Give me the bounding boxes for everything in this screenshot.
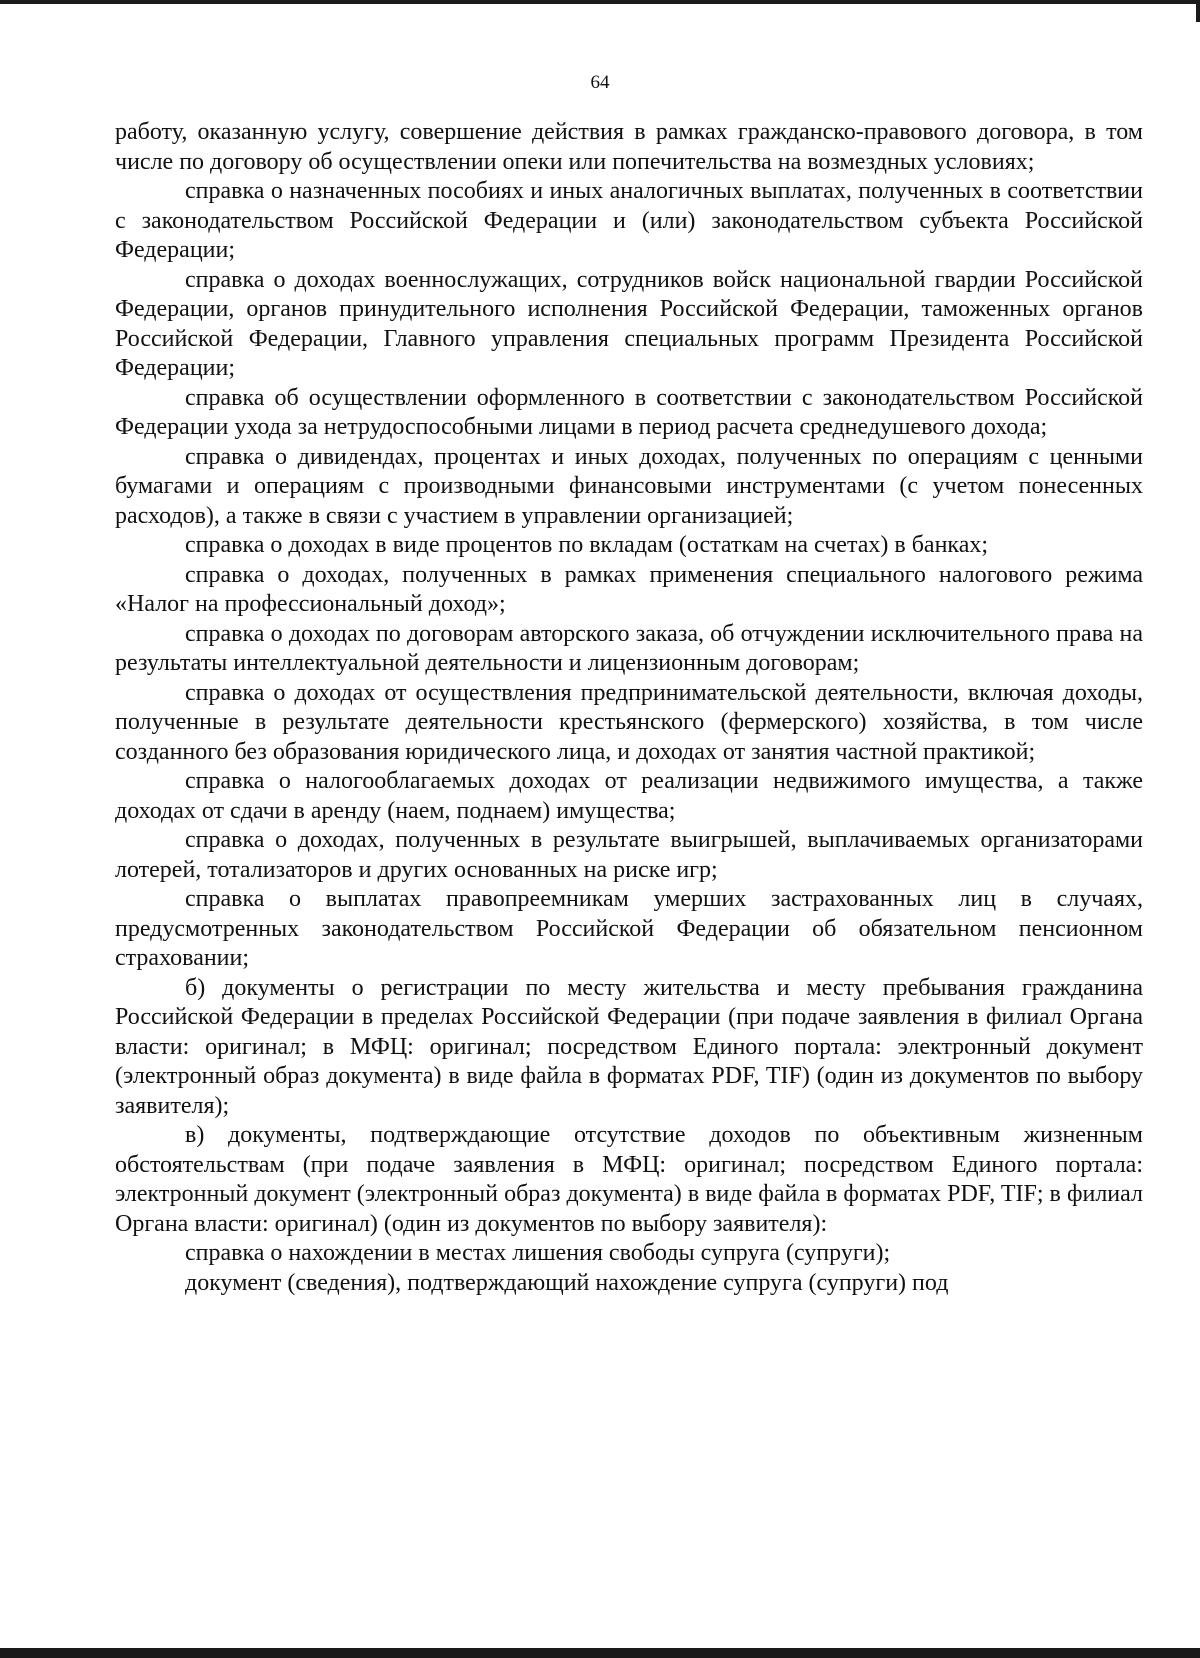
paragraph-continuation: работу, оказанную услугу, совершение действия в рамках гражданско-правового договора, в том числе по договору об осуществлении опеки или попечительства на возмездных условиях; [115, 119, 1143, 175]
scan-edge-right [1196, 0, 1200, 22]
paragraph: справка о нахождении в местах лишения свободы супруга (супруги); [185, 1240, 891, 1266]
paragraph: справка о выплатах правопреемникам умерших застрахованных лиц в случаях, предусмотренных законодательством Российской Федерации об обязательном пенсионном страховании; [115, 886, 1143, 971]
paragraph: справка о доходах по договорам авторского заказа, об отчуждении исключительного права на результаты интеллектуальной деятельности и лицензионным договорам; [115, 620, 1143, 676]
scan-edge-top [0, 0, 1200, 4]
paragraph: справка о доходах военнослужащих, сотрудников войск национальной гвардии Российской Федерации, органов принудительного исполнения Российской Федерации, таможенных органов Российской Федерации, Главного управления специальных программ Президента Российской Федерации; [115, 266, 1143, 381]
paragraph: справка о доходах, полученных в рамках применения специального налогового режима «Налог на профессиональный доход»; [115, 561, 1143, 617]
paragraph: справка о дивидендах, процентах и иных доходах, полученных по операциям с ценными бумагами и операциям с производными финансовыми инструментами (с учетом понесенных расходов), а также в связи с участием в управлении организацией; [115, 443, 1143, 529]
paragraph: справка о налогооблагаемых доходах от реализации недвижимого имущества, а также доходах от сдачи в аренду (наем, поднаем) имущества; [115, 768, 1143, 824]
paragraph-last: документ (сведения), подтверждающий нахождение супруга (супруги) под [185, 1269, 949, 1296]
paragraph: справка об осуществлении оформленного в соответствии с законодательством Российской Федерации ухода за нетрудоспособными лицами в период расчета среднедушевого дохода; [115, 384, 1143, 440]
paragraph-item-b: б) документы о регистрации по месту жительства и месту пребывания гражданина Российской Федерации в пределах Российской Федерации (при подаче заявления в филиал Органа власти: оригинал; в МФЦ: оригинал; посредством Единого портала: электронный документ (электронный образ документа) в виде файла в форматах PDF, TIF) (один из документов по выбору заявителя); [115, 974, 1143, 1119]
paragraph-item-v: в) документы, подтверждающие отсутствие доходов по объективным жизненным обстоятельствам (при подаче заявления в МФЦ: оригинал; посредством Единого портала: электронный документ (электронный образ документа) в виде файла в форматах PDF, TIF; в филиал Органа власти: оригинал) (один из документов по выбору заявителя): [115, 1122, 1143, 1237]
scan-edge-bottom [0, 1648, 1200, 1658]
paragraph: справка о доходах, полученных в результате выигрышей, выплачиваемых организаторами лотерей, тотализаторов и других основанных на риске игр; [115, 827, 1143, 883]
paragraph: справка о доходах от осуществления предпринимательской деятельности, включая доходы, полученные в результате деятельности крестьянского (фермерского) хозяйства, в том числе созданного без образования юридического лица, и доходах от занятия частной практикой; [115, 679, 1143, 765]
paragraph: справка о доходах в виде процентов по вкладам (остаткам на счетах) в банках; [185, 532, 989, 558]
page-number: 64 [590, 72, 610, 93]
paragraph: справка о назначенных пособиях и иных аналогичных выплатах, полученных в соответствии с законодательством Российской Федерации и (или) законодательством субъекта Российской Федерации; [115, 178, 1143, 263]
document-body [115, 118, 1143, 1298]
